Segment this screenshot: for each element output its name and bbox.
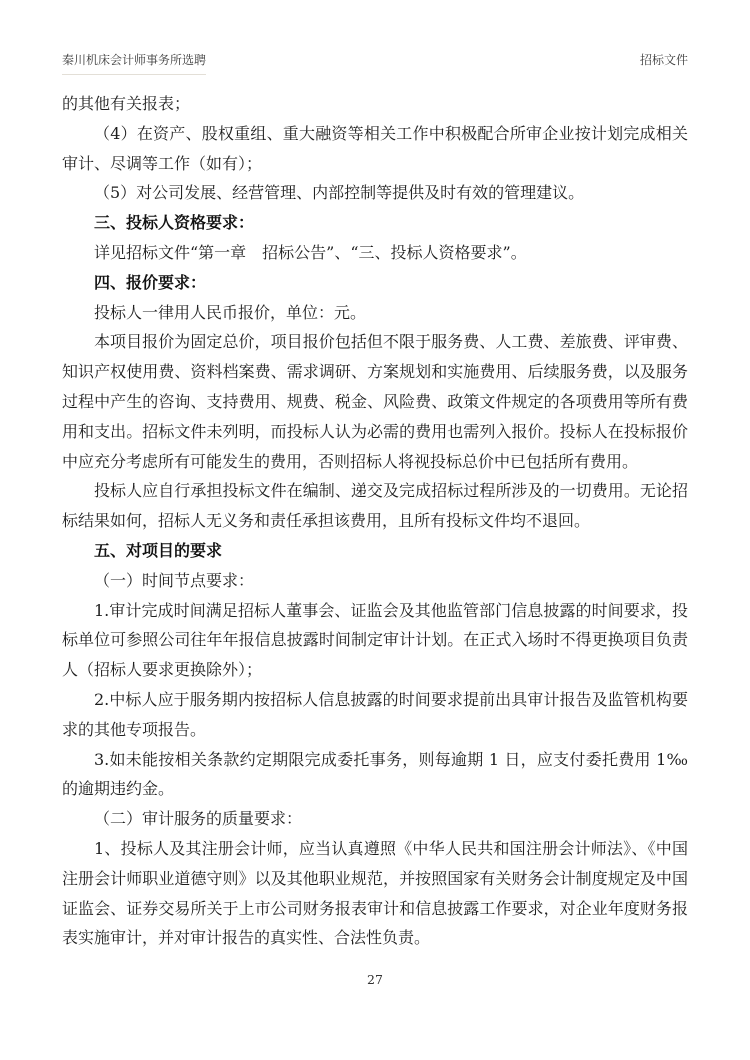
paragraph: 2.中标人应于服务期内按招标人信息披露的时间要求提前出具审计报告及监管机构要求的其他专项报告。 — [62, 689, 688, 739]
header-right-title: 招标文件 — [639, 53, 688, 67]
paragraph: 本项目报价为固定总价，项目报价包括但不限于服务费、人工费、差旅费、评审费、知识产权使用费、资料档案费、需求调研、方案规划和实施费用、后续服务费，以及服务过程中产生的咨询、支持费用、规费、税金、风险费、政策文件规定的各项费用等所有费用和支出。招标文件未列明，而投标人认为必需的费用也需列入报价。投标人在投标报价中应充分考虑所有可能发生的费用，否则招标人将视投标总价中已包括所有费用。 — [62, 332, 688, 471]
paragraph: 投标人应自行承担投标文件在编制、递交及完成招标过程所涉及的一切费用。无论招标结果如何，招标人无义务和责任承担该费用，且所有投标文件均不退回。 — [62, 481, 688, 531]
paragraph: 的其他有关报表； — [62, 94, 191, 113]
page-footer — [62, 972, 688, 987]
section-heading: 五、对项目的要求 — [94, 540, 223, 560]
paragraph: 3.如未能按相关条款约定期限完成委托事务，则每逾期 1 日，应支付委托费用 1‰的逾期违约金。 — [62, 749, 688, 799]
paragraph: （一）时间节点要求： — [94, 570, 255, 590]
document-page — [62, 0, 688, 1060]
paragraph: 投标人一律用人民币报价，单位：元。 — [94, 302, 367, 322]
paragraph: （5）对公司发展、经营管理、内部控制等提供及时有效的管理建议。 — [94, 183, 585, 203]
section-heading: 三、投标人资格要求： — [94, 213, 255, 233]
paragraph: （二）审计服务的质量要求： — [94, 809, 303, 829]
paragraph: （4）在资产、股权重组、重大融资等相关工作中积极配合所审企业按计划完成相关审计、尽调等工作（如有）； — [62, 123, 688, 173]
page-header — [62, 0, 688, 75]
document-body — [62, 89, 688, 953]
paragraph: 1、投标人及其注册会计师，应当认真遵照《中华人民共和国注册会计师法》、《中国注册会计师职业道德守则》以及其他职业规范，并按照国家有关财务会计制度规定及中国证监会、证券交易所关于上市公司财务报表审计和信息披露工作要求，对企业年度财务报表实施审计，并对审计报告的真实性、合法性负责。 — [62, 838, 688, 948]
section-heading: 四、报价要求： — [94, 272, 207, 292]
paragraph: 1.审计完成时间满足招标人董事会、证监会及其他监管部门信息披露的时间要求，投标单位可参照公司往年年报信息披露时间制定审计计划。在正式入场时不得更换项目负责人（招标人要求更换除外）； — [62, 600, 688, 680]
header-left-title: 秦川机床会计师事务所选聘 — [62, 52, 206, 75]
paragraph: 详见招标文件“第一章 招标公告”、“三、投标人资格要求”。 — [94, 242, 527, 262]
page-number: 27 — [367, 972, 383, 987]
